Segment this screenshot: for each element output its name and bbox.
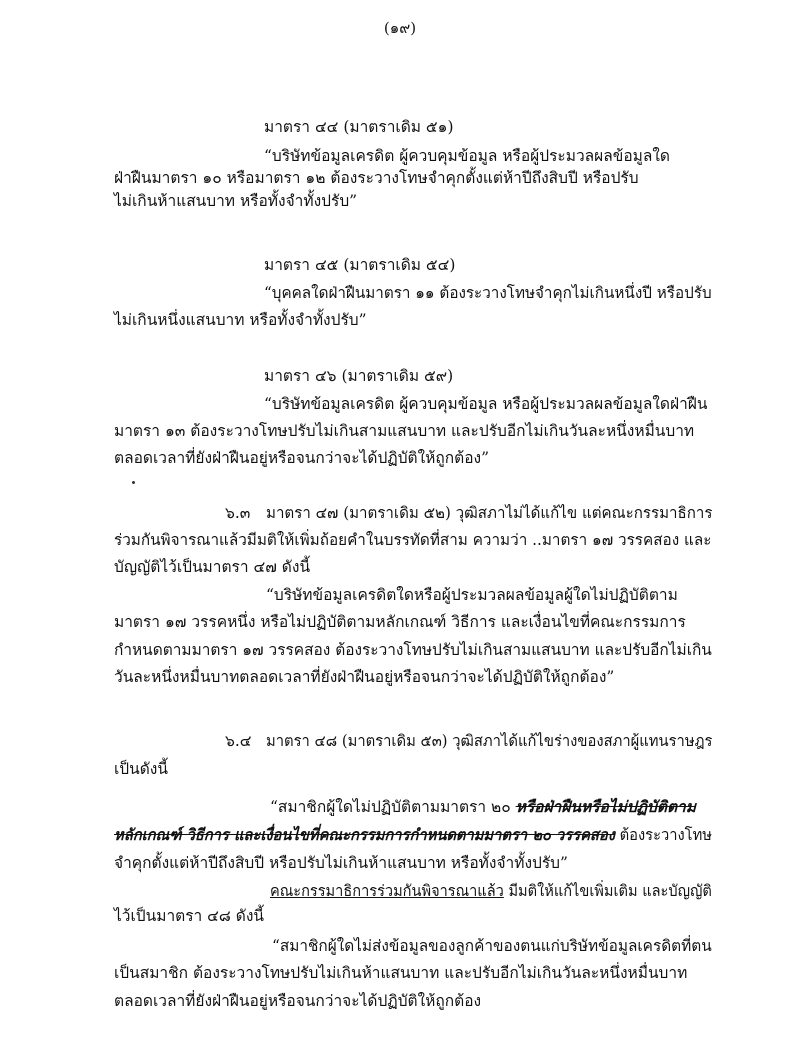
para-6-4-senate-quote-2 [114,825,712,845]
para-6-3-quote-4: วันละหนึ่งหมื่นบาทตลอดเวลาที่ยังฝ่าฝืนอยู่หรือจนกว่าจะได้ปฏิบัติให้ถูกต้อง” [114,668,615,686]
para-6-3-line-2: ร่วมกันพิจารณาแล้วมีมติให้เพิ่มถ้อยคำในบรรทัดที่สาม ความว่า ..มาตรา ๑๗ วรรคสอง และ [114,531,712,549]
para-6-3-number: ๖.๓ [225,504,251,522]
para-6-4-senate-quote-3: จำคุกตั้งแต่ห้าปีถึงสิบปี หรือปรับไม่เกินห้าแสนบาท หรือทั้งจำทั้งปรับ” [114,854,568,872]
section-44-line-2: ฝ่าฝืนมาตรา ๑๐ หรือมาตรา ๑๒ ต้องระวางโทษจำคุกตั้งแต่ห้าปีถึงสิบปี หรือปรับ [114,169,639,187]
section-46-line-1: “บริษัทข้อมูลเครดิต ผู้ควบคุมข้อมูล หรือผู้ประมวลผลข้อมูลใดฝ่าฝืน [264,395,708,413]
para-6-4-final-quote-1: “สมาชิกผู้ใดไม่ส่งข้อมูลของลูกค้าของตนแก่บริษัทข้อมูลเครดิตที่ตน [272,937,712,955]
para-6-4-committee-line-2: ไว้เป็นมาตรา ๔๘ ดังนี้ [114,907,265,925]
section-45-line-1: “บุคคลใดฝ่าฝืนมาตรา ๑๑ ต้องระวางโทษจำคุกไม่เกินหนึ่งปี หรือปรับ [264,284,712,302]
para-6-4-final-quote-2: เป็นสมาชิก ต้องระวางโทษปรับไม่เกินห้าแสนบาท และปรับอีกไม่เกินวันละหนึ่งหมื่นบาท [114,964,688,982]
para-6-3-line-1: มาตรา ๔๗ (มาตราเดิม ๕๒) วุฒิสภาไม่ได้แก้ไข แต่คณะกรรมาธิการ [266,504,713,522]
para-6-3-quote-3: กำหนดตามมาตรา ๑๗ วรรคสอง ต้องระวางโทษปรับไม่เกินสามแสนบาท และปรับอีกไม่เกิน [114,641,712,659]
para-6-4-final-quote-3: ตลอดเวลาที่ยังฝ่าฝืนอยู่หรือจนกว่าจะได้ปฏิบัติให้ถูกต้อง [114,992,482,1010]
para-6-3-line-3: บัญญัติไว้เป็นมาตรา ๔๗ ดังนี้ [114,558,311,576]
section-46-title: มาตรา ๔๖ (มาตราเดิม ๕๙) [264,367,454,385]
page-number: (๑๙) [383,19,417,37]
struck-text: หลักเกณฑ์ วิธีการ และเงื่อนไขที่คณะกรรมการกำหนดตามมาตรา ๒๐ วรรคสอง [114,825,615,844]
struck-text: หรือฝ่าฝืนหรือไม่ปฏิบัติตาม [515,797,696,816]
para-6-3-quote-1: “บริษัทข้อมูลเครดิตใดหรือผู้ประมวลผลข้อมูลผู้ใดไม่ปฏิบัติตาม [266,586,678,604]
para-6-4-committee-line-1 [270,881,712,901]
senate-quote-text: “สมาชิกผู้ใดไม่ปฏิบัติตามมาตรา ๒๐ [270,798,516,816]
para-6-4-senate-quote-1 [270,797,696,817]
section-45-title: มาตรา ๔๕ (มาตราเดิม ๕๔) [264,256,456,274]
committee-text: มีมติให้แก้ไขเพิ่มเติม และบัญญัติ [503,882,712,900]
section-45-line-2: ไม่เกินหนึ่งแสนบาท หรือทั้งจำทั้งปรับ” [114,311,367,329]
underlined-committee-text: คณะกรรมาธิการร่วมกันพิจารณาแล้ว [270,882,504,900]
speck-mark [132,481,135,484]
section-44-line-1: “บริษัทข้อมูลเครดิต ผู้ควบคุมข้อมูล หรือผู้ประมวลผลข้อมูลใด [264,147,670,165]
section-44-line-3: ไม่เกินห้าแสนบาท หรือทั้งจำทั้งปรับ” [114,192,358,210]
senate-quote-text: ต้องระวางโทษ [614,826,712,844]
para-6-3-quote-2: มาตรา ๑๗ วรรคหนึ่ง หรือไม่ปฏิบัติตามหลักเกณฑ์ วิธีการ และเงื่อนไขที่คณะกรรมการ [114,613,686,631]
para-6-4-line-2: เป็นดังนี้ [114,760,168,778]
section-46-line-3: ตลอดเวลาที่ยังฝ่าฝืนอยู่หรือจนกว่าจะได้ปฏิบัติให้ถูกต้อง” [114,449,490,467]
section-44-title: มาตรา ๔๔ (มาตราเดิม ๕๑) [264,118,454,136]
para-6-4-number: ๖.๔ [225,732,252,750]
section-46-line-2: มาตรา ๑๓ ต้องระวางโทษปรับไม่เกินสามแสนบาท และปรับอีกไม่เกินวันละหนึ่งหมื่นบาท [114,422,695,440]
para-6-4-line-1: มาตรา ๔๘ (มาตราเดิม ๕๓) วุฒิสภาได้แก้ไขร่างของสภาผู้แทนราษฎร [266,732,713,750]
